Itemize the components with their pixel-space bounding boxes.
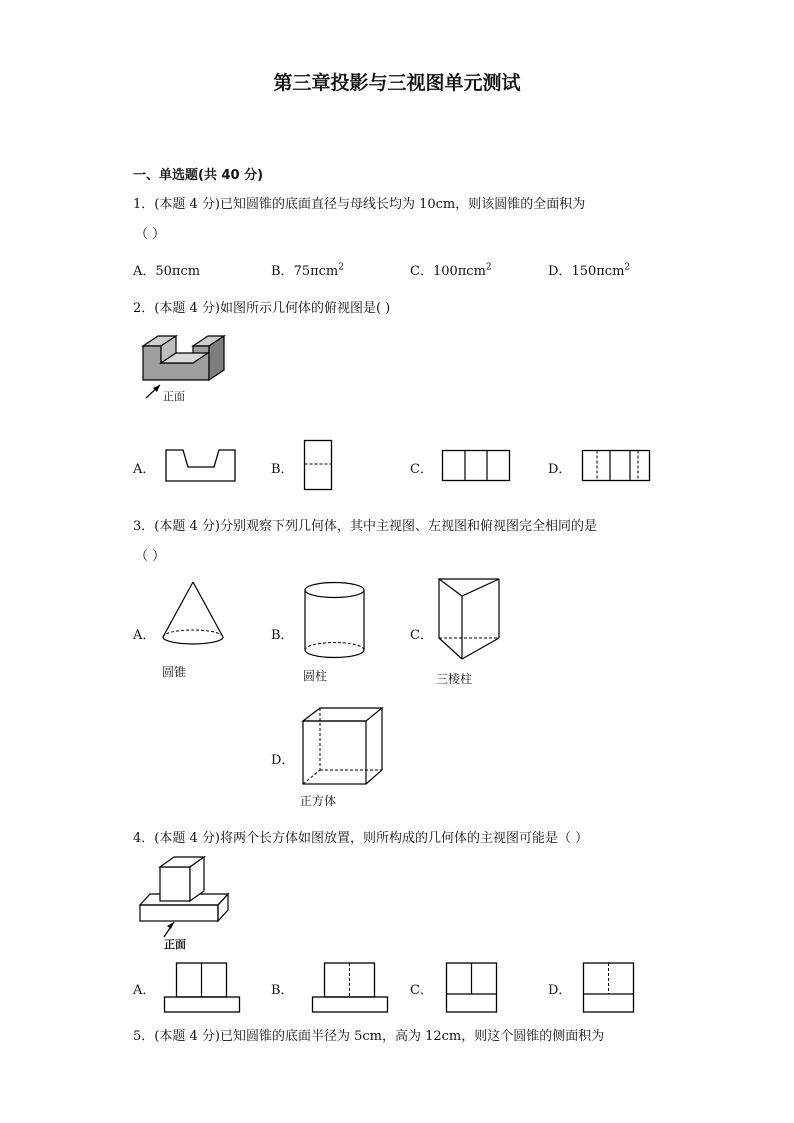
q2-option-a-figure[interactable]: [166, 450, 236, 482]
q4-option-d-figure[interactable]: [583, 962, 635, 1014]
q4-front-label: 正面: [164, 938, 186, 951]
q1-option-b-value: 75πcm: [293, 264, 339, 279]
q1-option-d-value: 150πcm: [571, 264, 625, 279]
q3-cone-caption: 圆锥: [162, 665, 187, 679]
q1-option-a[interactable]: [133, 260, 200, 279]
q4-option-c[interactable]: C．: [410, 983, 433, 998]
q4-option-b-figure[interactable]: [312, 962, 390, 1014]
q1-option-c-value: 100πcm: [432, 264, 486, 279]
q3-option-a[interactable]: A．: [133, 628, 156, 643]
q2-solid-figure: [138, 336, 238, 406]
q1-option-b-label: B．: [271, 264, 294, 279]
q4-option-a[interactable]: A．: [133, 983, 156, 998]
q3-answer-paren: （ ）: [135, 549, 166, 564]
q1-option-b[interactable]: [271, 260, 344, 279]
q1-option-a-label: A．: [133, 264, 156, 279]
q1-option-c[interactable]: [410, 260, 492, 279]
q3-option-c[interactable]: C．: [410, 628, 433, 643]
q3-cylinder-caption: 圆柱: [303, 669, 328, 683]
q3-cube-figure[interactable]: [302, 707, 386, 785]
q2-option-c-figure[interactable]: [442, 450, 511, 482]
q4-option-a-figure[interactable]: [164, 962, 242, 1014]
q3-prism-figure[interactable]: [438, 578, 502, 663]
q2-option-b-figure[interactable]: [304, 440, 332, 490]
q2-front-label: 正面: [163, 390, 185, 403]
page-title: 第三章投影与三视图单元测试: [273, 72, 521, 94]
q4-option-c-figure[interactable]: [446, 962, 498, 1014]
section-heading: 一、单选题(共 40 分): [133, 168, 264, 183]
q2-option-d[interactable]: D．: [548, 462, 572, 477]
q5-text: 5．(本题 4 分)已知圆锥的底面半径为 5cm，高为 12cm，则这个圆锥的侧面积为: [133, 1029, 605, 1044]
q3-text: 3．(本题 4 分)分别观察下列几何体，其中主视图、左视图和俯视图完全相同的是: [133, 519, 597, 534]
q4-option-b[interactable]: B．: [271, 983, 294, 998]
q2-option-c[interactable]: C．: [410, 462, 433, 477]
q3-prism-caption: 三棱柱: [436, 672, 473, 686]
q4-stacked-boxes-figure: [138, 855, 233, 935]
q3-option-b[interactable]: B．: [271, 628, 294, 643]
q2-option-a[interactable]: A．: [133, 462, 156, 477]
q1-option-a-value: 50πcm: [155, 264, 201, 279]
q1-option-c-sup: 2: [485, 262, 492, 273]
q1-option-c-label: C．: [410, 264, 433, 279]
q2-option-b[interactable]: B．: [271, 462, 294, 477]
q4-text: 4．(本题 4 分)将两个长方体如图放置，则所构成的几何体的主视图可能是（ ）: [133, 831, 589, 846]
q1-text: 1．(本题 4 分)已知圆锥的底面直径与母线长均为 10cm，则该圆锥的全面积为: [133, 197, 586, 212]
q2-text: 2．(本题 4 分)如图所示几何体的俯视图是( ): [133, 301, 391, 316]
q1-option-d-label: D．: [548, 264, 572, 279]
q3-option-d[interactable]: D．: [271, 753, 295, 768]
q1-answer-paren: （ ）: [135, 227, 166, 242]
q2-option-d-figure[interactable]: [582, 450, 651, 482]
q3-cube-caption: 正方体: [300, 794, 337, 808]
q1-option-d[interactable]: [548, 260, 630, 279]
q1-option-b-sup: 2: [338, 262, 344, 273]
q1-option-d-sup: 2: [624, 262, 631, 273]
q3-cone-figure[interactable]: [162, 582, 226, 648]
q3-cylinder-figure[interactable]: [304, 582, 366, 662]
q4-option-d[interactable]: D．: [548, 983, 572, 998]
